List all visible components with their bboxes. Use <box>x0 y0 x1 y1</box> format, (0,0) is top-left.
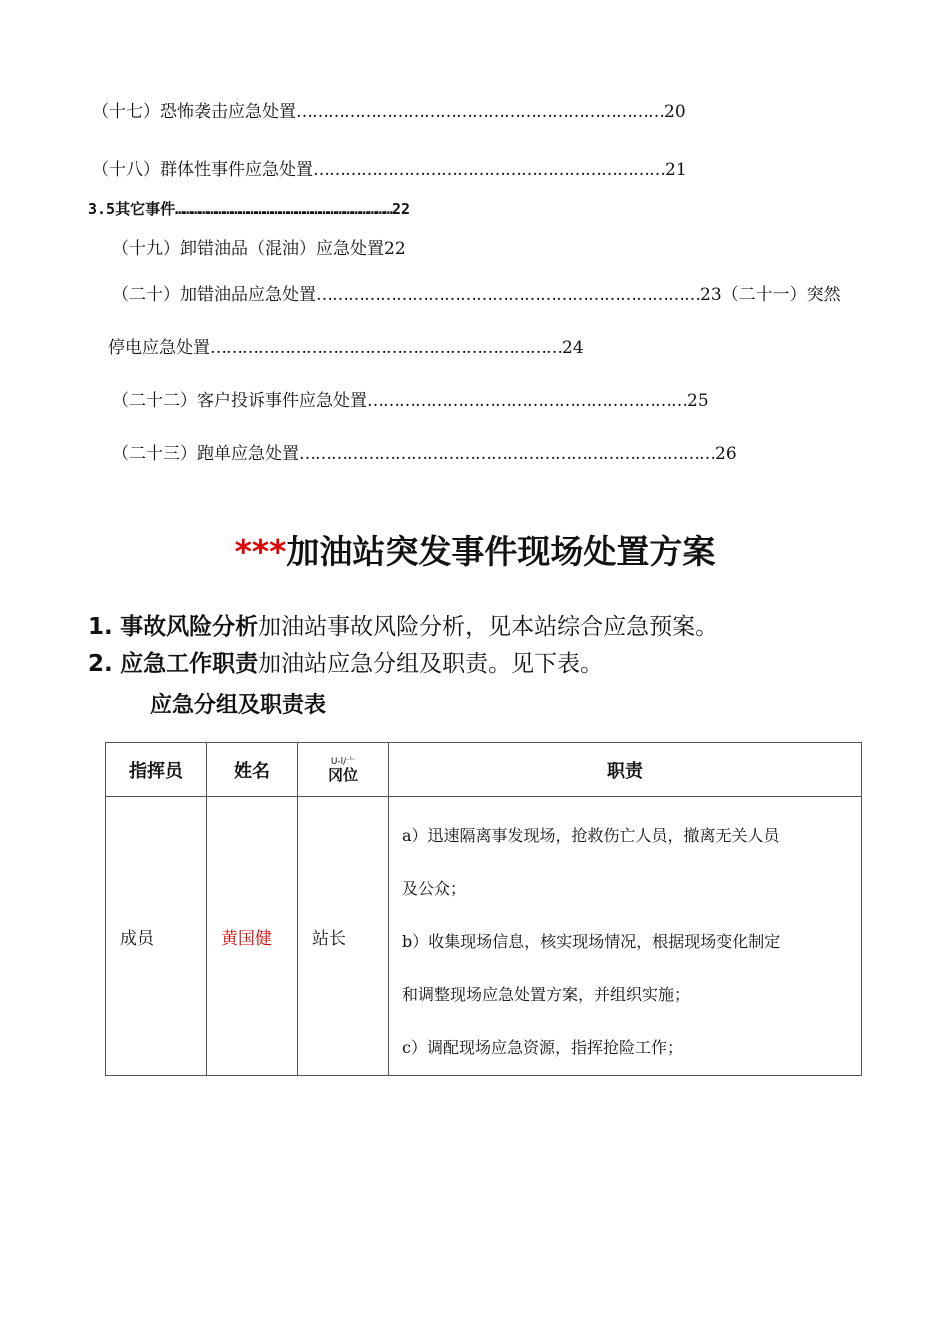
table-header-row <box>106 743 862 797</box>
toc-page: 20 <box>664 102 686 122</box>
page-title <box>0 530 950 574</box>
toc-label: （二十三）跑单应急处置 <box>112 444 299 464</box>
section-body: 加油站应急分组及职责。见下表。 <box>258 651 604 677</box>
toc-leader: ……………………………………………………………… <box>316 285 700 305</box>
toc-leader: ………………………………………………………… <box>210 338 562 358</box>
toc-entry-19 <box>112 238 406 260</box>
duty-line: 及公众； <box>402 879 467 898</box>
toc-label: （二十二）客户投诉事件应急处置 <box>112 391 367 411</box>
toc-leader: …………………………………………………………… <box>296 102 664 122</box>
toc-label: 停电应急处置 <box>108 338 210 358</box>
section-2 <box>88 648 603 680</box>
duty-line: 和调整现场应急处置方案，并组织实施； <box>402 985 691 1004</box>
toc-entry-21 <box>108 337 584 359</box>
toc-entry-18 <box>92 159 687 181</box>
toc-page: 22 <box>384 239 406 259</box>
duty-line: a）迅速隔离事发现场，抢救伤亡人员，撤离无关人员 <box>402 826 780 845</box>
toc-page: 21 <box>665 160 687 180</box>
toc-leader: ……………………………………………………………………… <box>175 200 392 218</box>
cell-name: 黄国健 <box>207 797 298 1076</box>
duty-line: c）调配现场应急资源，指挥抢险工作； <box>402 1038 683 1057</box>
cell-position: 站长 <box>298 797 389 1076</box>
header-commander: 指挥员 <box>106 743 207 797</box>
toc-leader: …………………………………………………………………… <box>299 444 715 464</box>
toc-page: 22 <box>391 200 410 218</box>
header-position <box>298 743 389 797</box>
section-number: 1. <box>88 614 113 640</box>
cell-role: 成员 <box>106 797 207 1076</box>
cell-duties <box>389 797 862 1076</box>
toc-label: （十七）恐怖袭击应急处置 <box>92 102 296 122</box>
duty-line: b）收集现场信息，核实现场情况，根据现场变化制定 <box>402 932 781 951</box>
toc-leader: ………………………………………………………… <box>313 160 665 180</box>
section-body: 加油站事故风险分析，见本站综合应急预案。 <box>258 614 719 640</box>
toc-continuation: （二十一）突然 <box>721 285 841 305</box>
title-text: 加油站突发事件现场处置方案 <box>286 532 716 571</box>
duty-table <box>105 742 862 1076</box>
section-1 <box>88 611 718 643</box>
toc-page: 24 <box>562 338 584 358</box>
toc-label: 3.5其它事件 <box>88 200 176 218</box>
toc-label: （十八）群体性事件应急处置 <box>92 160 313 180</box>
header-duties: 职责 <box>389 743 862 797</box>
toc-page: 26 <box>715 444 737 464</box>
toc-label: （十九）卸错油品（混油）应急处置 <box>112 239 384 259</box>
section-heading: 应急工作职责 <box>120 651 259 677</box>
toc-label: （二十）加错油品应急处置 <box>112 285 316 305</box>
section-number: 2. <box>88 651 113 677</box>
section-heading: 事故风险分析 <box>120 614 259 640</box>
toc-section-3-5 <box>88 198 410 220</box>
title-stars: *** <box>234 532 287 571</box>
toc-entry-22 <box>112 390 709 412</box>
header-name: 姓名 <box>207 743 298 797</box>
toc-entry-23 <box>112 443 737 465</box>
toc-page: 23 <box>700 285 722 305</box>
header-position-label: 冈位 <box>327 765 358 784</box>
toc-page: 25 <box>687 391 709 411</box>
toc-entry-20 <box>112 284 841 306</box>
table-title: 应急分组及职责表 <box>150 693 327 718</box>
toc-entry-17 <box>92 101 686 123</box>
header-position-glyph: U-l/亠 <box>330 756 356 767</box>
toc-leader: …………………………………………………… <box>367 391 687 411</box>
table-row <box>106 797 862 1076</box>
